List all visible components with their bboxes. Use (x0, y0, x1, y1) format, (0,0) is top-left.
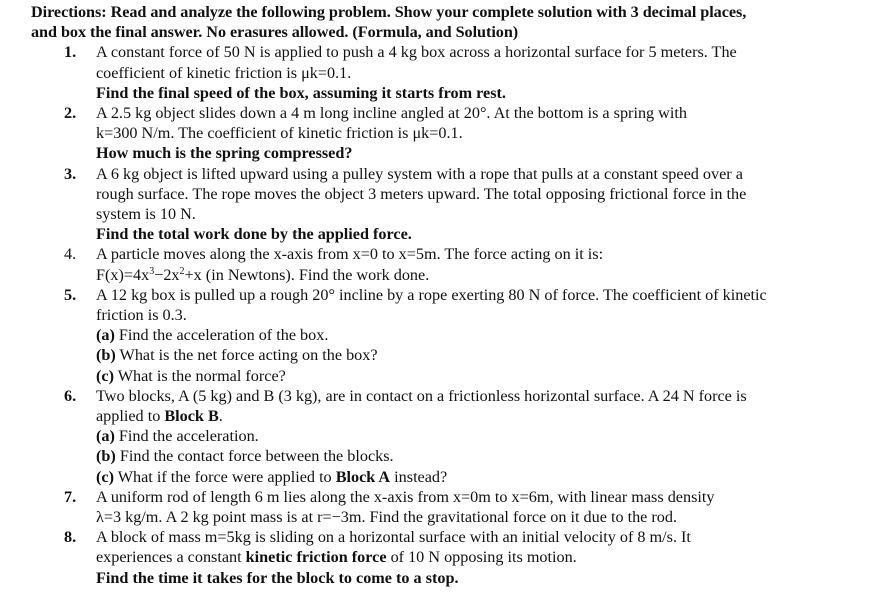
directions (31, 2, 871, 42)
emphasis: Block A (335, 467, 391, 486)
problem-part-c (96, 467, 871, 487)
formula-part: −2x (154, 265, 180, 284)
formula-part: +x (in Newtons). Find the work done. (184, 265, 430, 284)
problem-part-b (96, 345, 871, 365)
problem-part-b (96, 446, 871, 466)
problem-question: How much is the spring compressed? (96, 144, 353, 163)
problem-question: Find the final speed of the box, assuming it starts from rest. (96, 83, 506, 102)
text-part: . (218, 407, 223, 426)
problem-number: 1. (64, 43, 77, 62)
problem-text (96, 547, 871, 567)
part-label: (c) (96, 366, 114, 385)
problem-text: A 12 kg box is pulled up a rough 20° incline by a rope exerting 80 N of force. The coefficient of kinetic (96, 285, 767, 304)
directions-line: Directions: Read and analyze the following problem. Show your complete solution with 3 decimal places, (31, 3, 747, 21)
part-label: (a) (96, 427, 115, 446)
problem-1 (28, 42, 871, 103)
part-text: Find the contact force between the blocks. (115, 447, 394, 466)
problem-text: A block of mass m=5kg is sliding on a horizontal surface with an initial velocity of 8 m/s. It (96, 528, 691, 547)
directions-line: and box the final answer. No erasures allowed. (Formula, and Solution) (31, 23, 519, 42)
part-label: (b) (96, 447, 116, 466)
part-text: What is the net force acting on the box? (115, 346, 378, 365)
part-text: What is the normal force? (113, 366, 286, 385)
problem-number: 6. (64, 386, 77, 405)
part-text: Find the acceleration. (114, 427, 259, 446)
part-label: (a) (96, 326, 115, 345)
problem-part-c (96, 366, 871, 386)
formula-exponent: 2 (179, 265, 185, 277)
emphasis: Block B (164, 407, 219, 426)
problem-number: 3. (64, 164, 77, 183)
problem-text: k=300 N/m. The coefficient of kinetic friction is μk=0.1. (96, 124, 463, 143)
problem-question: Find the time it takes for the block to come to a stop. (96, 568, 459, 587)
problem-text: coefficient of kinetic friction is μk=0.1. (96, 63, 352, 82)
problem-question: Find the total work done by the applied force. (96, 225, 412, 244)
problem-part-a (96, 426, 871, 446)
problem-text: A constant force of 50 N is applied to push a 4 kg box across a horizontal surface for 5 meters. The (96, 43, 737, 62)
problem-text: friction is 0.3. (96, 306, 187, 325)
text-part: of 10 N opposing its motion. (386, 548, 577, 567)
problem-text: rough surface. The rope moves the object 3 meters upward. The total opposing frictional force in the (96, 184, 747, 203)
text-part: experiences a constant (96, 548, 246, 567)
formula-part: F(x)=4x (96, 265, 150, 284)
problem-text: A uniform rod of length 6 m lies along the x-axis from x=0m to x=6m, with linear mass density (96, 487, 715, 506)
problem-8 (28, 527, 871, 588)
problem-number: 5. (64, 285, 77, 304)
problem-text: A particle moves along the x-axis from x=0 to x=5m. The force acting on it is: (96, 245, 604, 264)
problem-text: system is 10 N. (96, 205, 196, 224)
problem-6 (28, 386, 871, 487)
formula-exponent: 3 (149, 265, 155, 277)
problem-3 (28, 164, 871, 245)
problem-text: A 6 kg object is lifted upward using a pulley system with a rope that pulls at a constant speed over a (96, 164, 743, 183)
problem-7 (28, 487, 871, 527)
problem-text (96, 406, 871, 426)
problem-5 (28, 285, 871, 386)
problem-text: λ=3 kg/m. A 2 kg point mass is at r=−3m. Find the gravitational force on it due to the rod. (96, 508, 678, 527)
problem-number: 4. (64, 245, 77, 264)
part-text: instead? (390, 467, 448, 486)
part-label: (b) (96, 346, 116, 365)
force-formula (96, 265, 871, 285)
problem-number: 8. (64, 528, 77, 547)
problem-text: Two blocks, A (5 kg) and B (3 kg), are in contact on a frictionless horizontal surface. A 24 N force is (96, 386, 747, 405)
problem-text: A 2.5 kg object slides down a 4 m long incline angled at 20°. At the bottom is a spring with (96, 104, 687, 123)
problem-number: 7. (64, 487, 77, 506)
text-part: applied to (96, 407, 165, 426)
problem-part-a (96, 325, 871, 345)
emphasis: kinetic friction force (245, 548, 387, 567)
problem-4 (28, 244, 871, 284)
problem-2 (28, 103, 871, 164)
part-text: Find the acceleration of the box. (114, 326, 329, 345)
part-label: (c) (96, 467, 114, 486)
part-text: What if the force were applied to (113, 467, 336, 486)
problem-number: 2. (64, 104, 77, 123)
